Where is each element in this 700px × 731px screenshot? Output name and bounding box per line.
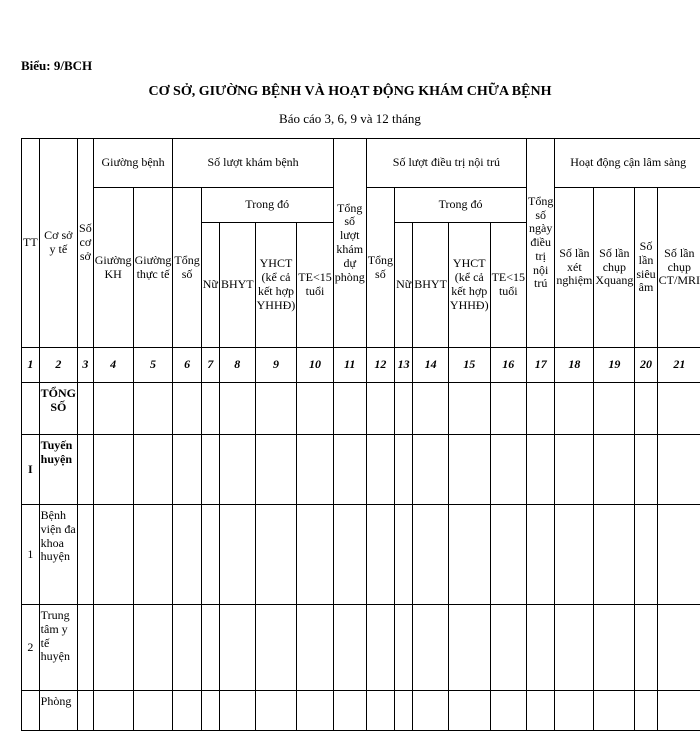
table-cell[interactable] (635, 383, 657, 435)
table-cell[interactable] (255, 691, 297, 731)
table-cell[interactable] (657, 691, 700, 731)
column-number: 17 (527, 348, 555, 383)
table-cell[interactable] (255, 435, 297, 505)
col-beds-plan-header: Giường KH (93, 188, 133, 348)
table-cell[interactable] (201, 691, 219, 731)
report-table (21, 138, 700, 731)
table-cell[interactable] (594, 691, 635, 731)
table-cell[interactable] (78, 383, 94, 435)
column-number: 11 (333, 348, 366, 383)
column-number: 13 (395, 348, 413, 383)
table-cell[interactable] (366, 383, 394, 435)
col-lab-tests-header: Số lần xét nghiệm (555, 188, 594, 348)
table-cell[interactable] (255, 605, 297, 691)
table-cell[interactable] (527, 605, 555, 691)
table-cell[interactable] (635, 691, 657, 731)
outpatient-of-which-header: Trong đó (201, 188, 333, 223)
column-number: 21 (657, 348, 700, 383)
table-cell[interactable] (555, 605, 594, 691)
table-cell[interactable] (657, 435, 700, 505)
table-cell[interactable] (413, 605, 449, 691)
table-cell[interactable] (490, 691, 526, 731)
column-number: 12 (366, 348, 394, 383)
col-preventive-header: Tổng số lượt khám dự phòng (333, 139, 366, 348)
column-number-row (22, 348, 700, 383)
col-inpatient-traditional-header: YHCT (kể cả kết hợp YHHĐ) (448, 223, 490, 348)
column-number: 19 (594, 348, 635, 383)
table-cell[interactable] (201, 605, 219, 691)
table-cell[interactable] (635, 435, 657, 505)
column-number: 14 (413, 348, 449, 383)
table-cell[interactable] (448, 691, 490, 731)
table-cell[interactable] (219, 435, 255, 505)
table-cell[interactable] (78, 605, 94, 691)
column-number: 9 (255, 348, 297, 383)
col-facility-header: Cơ sở y tế (39, 139, 77, 348)
table-cell[interactable] (93, 691, 133, 731)
table-cell[interactable] (173, 383, 201, 435)
table-cell[interactable] (366, 691, 394, 731)
table-cell[interactable] (527, 435, 555, 505)
table-cell[interactable] (657, 505, 700, 605)
table-cell[interactable] (219, 691, 255, 731)
column-number: 2 (39, 348, 77, 383)
table-cell[interactable] (219, 605, 255, 691)
table-cell[interactable] (594, 505, 635, 605)
col-inpatient-insurance-header: BHYT (413, 223, 449, 348)
column-number: 20 (635, 348, 657, 383)
form-code: Biểu: 9/BCH (21, 58, 92, 74)
table-cell[interactable] (395, 383, 413, 435)
table-cell[interactable] (490, 383, 526, 435)
row-facility-name: Phòng (39, 691, 77, 731)
table-row (22, 505, 700, 605)
page-subtitle: Báo cáo 3, 6, 9 và 12 tháng (0, 111, 700, 127)
row-facility-name: TỔNG SỐ (39, 383, 77, 435)
table-cell[interactable] (201, 505, 219, 605)
table-cell[interactable] (395, 605, 413, 691)
table-row (22, 605, 700, 691)
table-cell[interactable] (297, 435, 333, 505)
inpatient-of-which-header: Trong đó (395, 188, 527, 223)
table-cell[interactable] (555, 435, 594, 505)
table-cell[interactable] (93, 505, 133, 605)
table-cell[interactable] (527, 505, 555, 605)
table-cell[interactable] (255, 383, 297, 435)
table-cell[interactable] (555, 691, 594, 731)
table-cell[interactable] (133, 435, 173, 505)
table-cell[interactable] (333, 383, 366, 435)
row-tt: 2 (22, 605, 40, 691)
table-cell[interactable] (395, 505, 413, 605)
table-cell[interactable] (366, 605, 394, 691)
table-row (22, 435, 700, 505)
table-row (22, 383, 700, 435)
table-cell[interactable] (201, 435, 219, 505)
table-cell[interactable] (255, 505, 297, 605)
col-ct-mri-header: Số lần chụp CT/MRI (657, 188, 700, 348)
table-cell[interactable] (93, 605, 133, 691)
row-tt: I (22, 435, 40, 505)
table-cell[interactable] (527, 691, 555, 731)
table-cell[interactable] (490, 605, 526, 691)
table-cell[interactable] (635, 505, 657, 605)
col-outpatient-total-header: Tổng số (173, 188, 201, 348)
col-inpatient-total-header: Tổng số (366, 188, 394, 348)
table-cell[interactable] (448, 383, 490, 435)
column-number: 7 (201, 348, 219, 383)
table-cell[interactable] (366, 435, 394, 505)
table-cell[interactable] (413, 383, 449, 435)
table-cell[interactable] (448, 605, 490, 691)
table-cell[interactable] (395, 435, 413, 505)
table-cell[interactable] (297, 383, 333, 435)
table-cell[interactable] (297, 505, 333, 605)
table-cell[interactable] (448, 505, 490, 605)
table-cell[interactable] (297, 691, 333, 731)
col-inpatient-days-header: Tổng số ngày điều trị nội trú (527, 139, 555, 348)
column-number: 16 (490, 348, 526, 383)
row-tt (22, 383, 40, 435)
col-inpatient-female-header: Nữ (395, 223, 413, 348)
row-tt (22, 691, 40, 731)
table-cell[interactable] (395, 691, 413, 731)
col-outpatient-traditional-header: YHCT (kể cả kết hợp YHHĐ) (255, 223, 297, 348)
table-row (22, 691, 700, 731)
col-tt-header: TT (22, 139, 40, 348)
group-outpatient-header: Số lượt khám bệnh (173, 139, 333, 188)
col-facility-count-header: Số cơ sở (78, 139, 94, 348)
table-cell[interactable] (173, 435, 201, 505)
col-beds-actual-header: Giường thực tế (133, 188, 173, 348)
table-cell[interactable] (635, 605, 657, 691)
column-number: 6 (173, 348, 201, 383)
page-title: CƠ SỞ, GIƯỜNG BỆNH VÀ HOẠT ĐỘNG KHÁM CHỮA BỆNH (0, 84, 700, 100)
table-cell[interactable] (173, 505, 201, 605)
table-cell[interactable] (219, 505, 255, 605)
column-number: 8 (219, 348, 255, 383)
table-cell[interactable] (78, 435, 94, 505)
table-cell[interactable] (657, 383, 700, 435)
col-ultrasound-header: Số lần siêu âm (635, 188, 657, 348)
table-cell[interactable] (413, 435, 449, 505)
table-cell[interactable] (594, 383, 635, 435)
table-cell[interactable] (527, 383, 555, 435)
col-outpatient-children-header: TE<15 tuổi (297, 223, 333, 348)
row-tt: 1 (22, 505, 40, 605)
table-cell[interactable] (594, 605, 635, 691)
table-cell[interactable] (413, 505, 449, 605)
col-outpatient-female-header: Nữ (201, 223, 219, 348)
column-number: 1 (22, 348, 40, 383)
col-outpatient-insurance-header: BHYT (219, 223, 255, 348)
table-cell[interactable] (366, 505, 394, 605)
table-cell[interactable] (219, 383, 255, 435)
table-cell[interactable] (555, 505, 594, 605)
table-cell[interactable] (594, 435, 635, 505)
table-cell[interactable] (133, 505, 173, 605)
table-cell[interactable] (93, 383, 133, 435)
col-xray-header: Số lần chụp Xquang (594, 188, 635, 348)
row-facility-name: Bệnh viện đa khoa huyện (39, 505, 77, 605)
table-cell[interactable] (333, 605, 366, 691)
table-cell[interactable] (333, 435, 366, 505)
col-inpatient-children-header: TE<15 tuổi (490, 223, 526, 348)
table-cell[interactable] (657, 605, 700, 691)
table-cell[interactable] (173, 691, 201, 731)
table-cell[interactable] (490, 435, 526, 505)
table-cell[interactable] (297, 605, 333, 691)
table-cell[interactable] (333, 505, 366, 605)
table-cell[interactable] (78, 505, 94, 605)
group-inpatient-header: Số lượt điều trị nội trú (366, 139, 526, 188)
table-cell[interactable] (133, 383, 173, 435)
table-cell[interactable] (448, 435, 490, 505)
group-paraclinical-header: Hoạt động cận lâm sàng (555, 139, 700, 188)
table-cell[interactable] (133, 691, 173, 731)
table-cell[interactable] (413, 691, 449, 731)
row-facility-name: Tuyến huyện (39, 435, 77, 505)
table-cell[interactable] (555, 383, 594, 435)
group-beds-header: Giường bệnh (93, 139, 173, 188)
table-cell[interactable] (173, 605, 201, 691)
column-number: 3 (78, 348, 94, 383)
table-cell[interactable] (333, 691, 366, 731)
table-cell[interactable] (93, 435, 133, 505)
table-cell[interactable] (490, 505, 526, 605)
column-number: 4 (93, 348, 133, 383)
column-number: 10 (297, 348, 333, 383)
table-cell[interactable] (78, 691, 94, 731)
column-number: 5 (133, 348, 173, 383)
table-cell[interactable] (201, 383, 219, 435)
table-cell[interactable] (133, 605, 173, 691)
column-number: 15 (448, 348, 490, 383)
row-facility-name: Trung tâm y tế huyện (39, 605, 77, 691)
column-number: 18 (555, 348, 594, 383)
